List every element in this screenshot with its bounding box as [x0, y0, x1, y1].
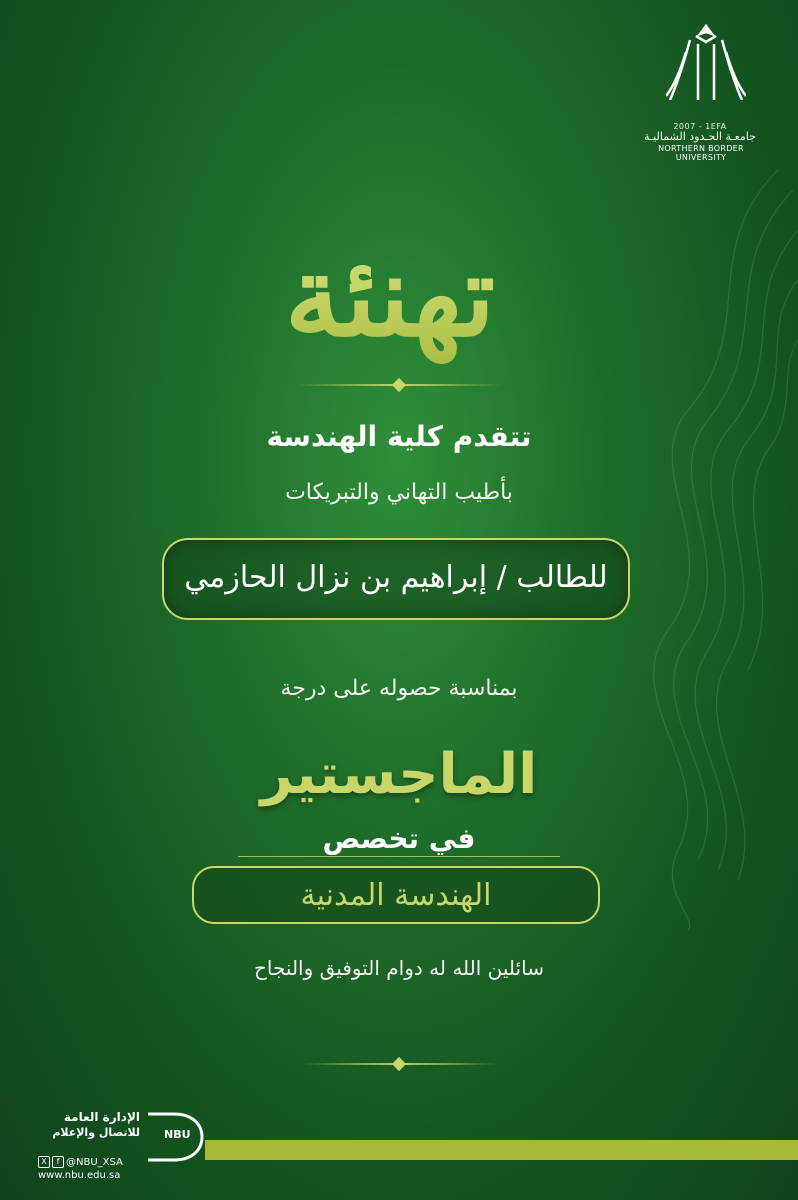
footer-dept-line2: للاتصال والإعلام	[52, 1126, 140, 1139]
social-handle: @NBU_XSA	[66, 1157, 123, 1168]
university-emblem-icon	[666, 22, 746, 100]
specialization-label: في تخصص	[322, 822, 476, 855]
top-divider-diamond	[392, 378, 406, 392]
nbu-badge-text: NBU	[164, 1128, 191, 1141]
x-icon: X	[38, 1156, 50, 1168]
footer-social	[38, 1156, 142, 1168]
logo-year: 2007 - 1EFA	[673, 122, 727, 131]
logo-name-english: NORTHERN BORDER UNIVERSITY	[658, 144, 744, 162]
prayer-line: سائلين الله له دوام التوفيق والنجاح	[254, 956, 544, 980]
footer-dept-line1: الإدارة العامة	[63, 1110, 140, 1124]
footer-website: www.nbu.edu.sa	[38, 1170, 121, 1181]
specialization-underline	[238, 856, 560, 857]
occasion-line: بمناسبة حصوله على درجة	[280, 676, 518, 701]
student-line: للطالب / إبراهيم بن نزال الحازمي	[184, 560, 608, 595]
logo-name-arabic: جامعـة الحـدود الشماليـة	[644, 130, 756, 143]
degree-title: الماجستير	[260, 742, 538, 807]
major-box	[192, 866, 600, 924]
college-line: تتقدم كلية الهندسة	[266, 420, 532, 453]
congrats-line: بأطيب التهاني والتبريكات	[285, 480, 513, 505]
university-logo	[636, 22, 776, 162]
bottom-divider-diamond	[392, 1057, 406, 1071]
headline-calligraphy: تهنئة	[240, 222, 540, 372]
footer-branding	[26, 1104, 196, 1184]
student-name-box	[162, 538, 630, 620]
major-text: الهندسة المدنية	[300, 878, 492, 913]
bottom-accent-bar	[205, 1140, 798, 1160]
social-icon: f	[52, 1156, 64, 1168]
